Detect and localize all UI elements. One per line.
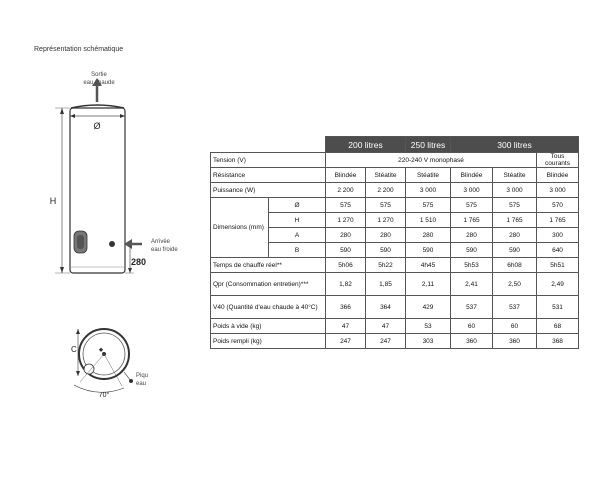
- table-cell: 5h06: [326, 258, 366, 273]
- table-cell: 537: [493, 296, 537, 319]
- table-cell: 3 000: [537, 183, 579, 198]
- table-cell: 60: [451, 319, 493, 334]
- table-cell: 280: [451, 228, 493, 243]
- table-cell: 590: [406, 243, 451, 258]
- table-cell: 1 510: [406, 213, 451, 228]
- outlet-label-line2: eau chaude: [83, 80, 115, 86]
- table-cell: 2,11: [406, 273, 451, 296]
- table-cell: 590: [366, 243, 406, 258]
- height-dimension: [55, 108, 70, 273]
- table-row-temps-chauffe: [211, 258, 579, 273]
- table-cell: 360: [493, 334, 537, 349]
- table-row-dimension-diameter: [211, 198, 579, 213]
- table-cell: 575: [326, 198, 366, 213]
- table-cell: 360: [451, 334, 493, 349]
- table-cell: 575: [451, 198, 493, 213]
- table-cell: 6h08: [493, 258, 537, 273]
- table-cell: 1 270: [366, 213, 406, 228]
- table-cell: 1 765: [493, 213, 537, 228]
- table-cell: 247: [326, 334, 366, 349]
- table-cell: 300: [537, 228, 579, 243]
- top-view-dimension-c: C: [71, 345, 77, 354]
- capacity-300: 300 litres: [451, 137, 579, 153]
- table-cell: 47: [366, 319, 406, 334]
- tension-value: 220-240 V monophasé: [326, 153, 537, 168]
- table-cell: 303: [406, 334, 451, 349]
- table-cell: 247: [366, 334, 406, 349]
- table-row-tension: [211, 153, 579, 168]
- schema-caption: Représentation schématique: [34, 46, 124, 53]
- table-cell: 60: [493, 319, 537, 334]
- row-label: Poids à vide (kg): [211, 319, 326, 334]
- table-cell: 575: [493, 198, 537, 213]
- table-cell: 2,49: [537, 273, 579, 296]
- table-row-v40: [211, 296, 579, 319]
- table-cell: 575: [366, 198, 406, 213]
- table-cell: 366: [326, 296, 366, 319]
- table-cell: 2,50: [493, 273, 537, 296]
- table-cell: Stéatite: [366, 168, 406, 183]
- table-cell: 3 000: [406, 183, 451, 198]
- table-cell: 2 200: [326, 183, 366, 198]
- table-cell: 590: [326, 243, 366, 258]
- tension-extra: Tous courants: [537, 153, 579, 168]
- table-cell: 537: [451, 296, 493, 319]
- inlet-label-line2: eau froide: [151, 247, 178, 253]
- schematic-drawing: [0, 0, 200, 420]
- table-cell: 570: [537, 198, 579, 213]
- water-heater-top-view: [74, 329, 133, 392]
- row-label: V40 (Quantité d'eau chaude à 40°C): [211, 296, 326, 319]
- dimension-key: Ø: [269, 198, 326, 213]
- table-cell: 429: [406, 296, 451, 319]
- height-symbol: H: [49, 196, 57, 206]
- capacity-200: 200 litres: [326, 137, 406, 153]
- row-label: Tension (V): [211, 153, 326, 168]
- table-row-resistance: [211, 168, 579, 183]
- bottom-dimension-value: 280: [131, 257, 147, 267]
- row-label: Temps de chauffe réel**: [211, 258, 326, 273]
- table-cell: 5h53: [451, 258, 493, 273]
- spec-table: [210, 136, 579, 349]
- diameter-symbol: Ø: [93, 121, 101, 131]
- table-cell: 531: [537, 296, 579, 319]
- table-cell: Blindée: [451, 168, 493, 183]
- table-cell: 68: [537, 319, 579, 334]
- capacity-header-row: [211, 137, 579, 153]
- table-cell: 2,41: [451, 273, 493, 296]
- capacity-250: 250 litres: [406, 137, 451, 153]
- row-label: Poids rempli (kg): [211, 334, 326, 349]
- drain-label-line1: Piqu: [136, 373, 149, 379]
- table-cell: 47: [326, 319, 366, 334]
- table-cell: 640: [537, 243, 579, 258]
- table-row-poids-vide: [211, 319, 579, 334]
- table-cell: 280: [326, 228, 366, 243]
- table-cell: 3 000: [451, 183, 493, 198]
- table-row-puissance: [211, 183, 579, 198]
- table-cell: 280: [493, 228, 537, 243]
- table-cell: 5h51: [537, 258, 579, 273]
- row-label-dimensions: Dimensions (mm): [211, 198, 269, 258]
- table-cell: Blindée: [326, 168, 366, 183]
- table-row-poids-rempli: [211, 334, 579, 349]
- dimension-key: A: [269, 228, 326, 243]
- row-label: Qpr (Consommation entretien)***: [211, 273, 326, 296]
- table-cell: 2 200: [366, 183, 406, 198]
- table-cell: 4h45: [406, 258, 451, 273]
- table-cell: Stéatite: [406, 168, 451, 183]
- table-cell: 53: [406, 319, 451, 334]
- table-cell: 575: [406, 198, 451, 213]
- table-cell: Stéatite: [493, 168, 537, 183]
- table-cell: 1,85: [366, 273, 406, 296]
- table-row-qpr: [211, 273, 579, 296]
- table-cell: 1 765: [537, 213, 579, 228]
- table-cell: 1 270: [326, 213, 366, 228]
- table-cell: 1,82: [326, 273, 366, 296]
- angle-label: 70°: [98, 392, 110, 399]
- table-cell: 3 000: [493, 183, 537, 198]
- table-cell: Blindée: [537, 168, 579, 183]
- table-cell: 1 765: [451, 213, 493, 228]
- table-cell: 364: [366, 296, 406, 319]
- row-label: Puissance (W): [211, 183, 326, 198]
- table-cell: 590: [493, 243, 537, 258]
- table-cell: 5h22: [366, 258, 406, 273]
- dimension-key: H: [269, 213, 326, 228]
- table-cell: 280: [366, 228, 406, 243]
- table-cell: 280: [406, 228, 451, 243]
- drain-label-line2: eau: [136, 381, 147, 387]
- row-label: Résistance: [211, 168, 326, 183]
- dimension-key: B: [269, 243, 326, 258]
- inlet-label-line1: Arrivée: [151, 239, 171, 245]
- table-cell: 368: [537, 334, 579, 349]
- outlet-label-line1: Sortie: [91, 72, 107, 78]
- table-cell: 590: [451, 243, 493, 258]
